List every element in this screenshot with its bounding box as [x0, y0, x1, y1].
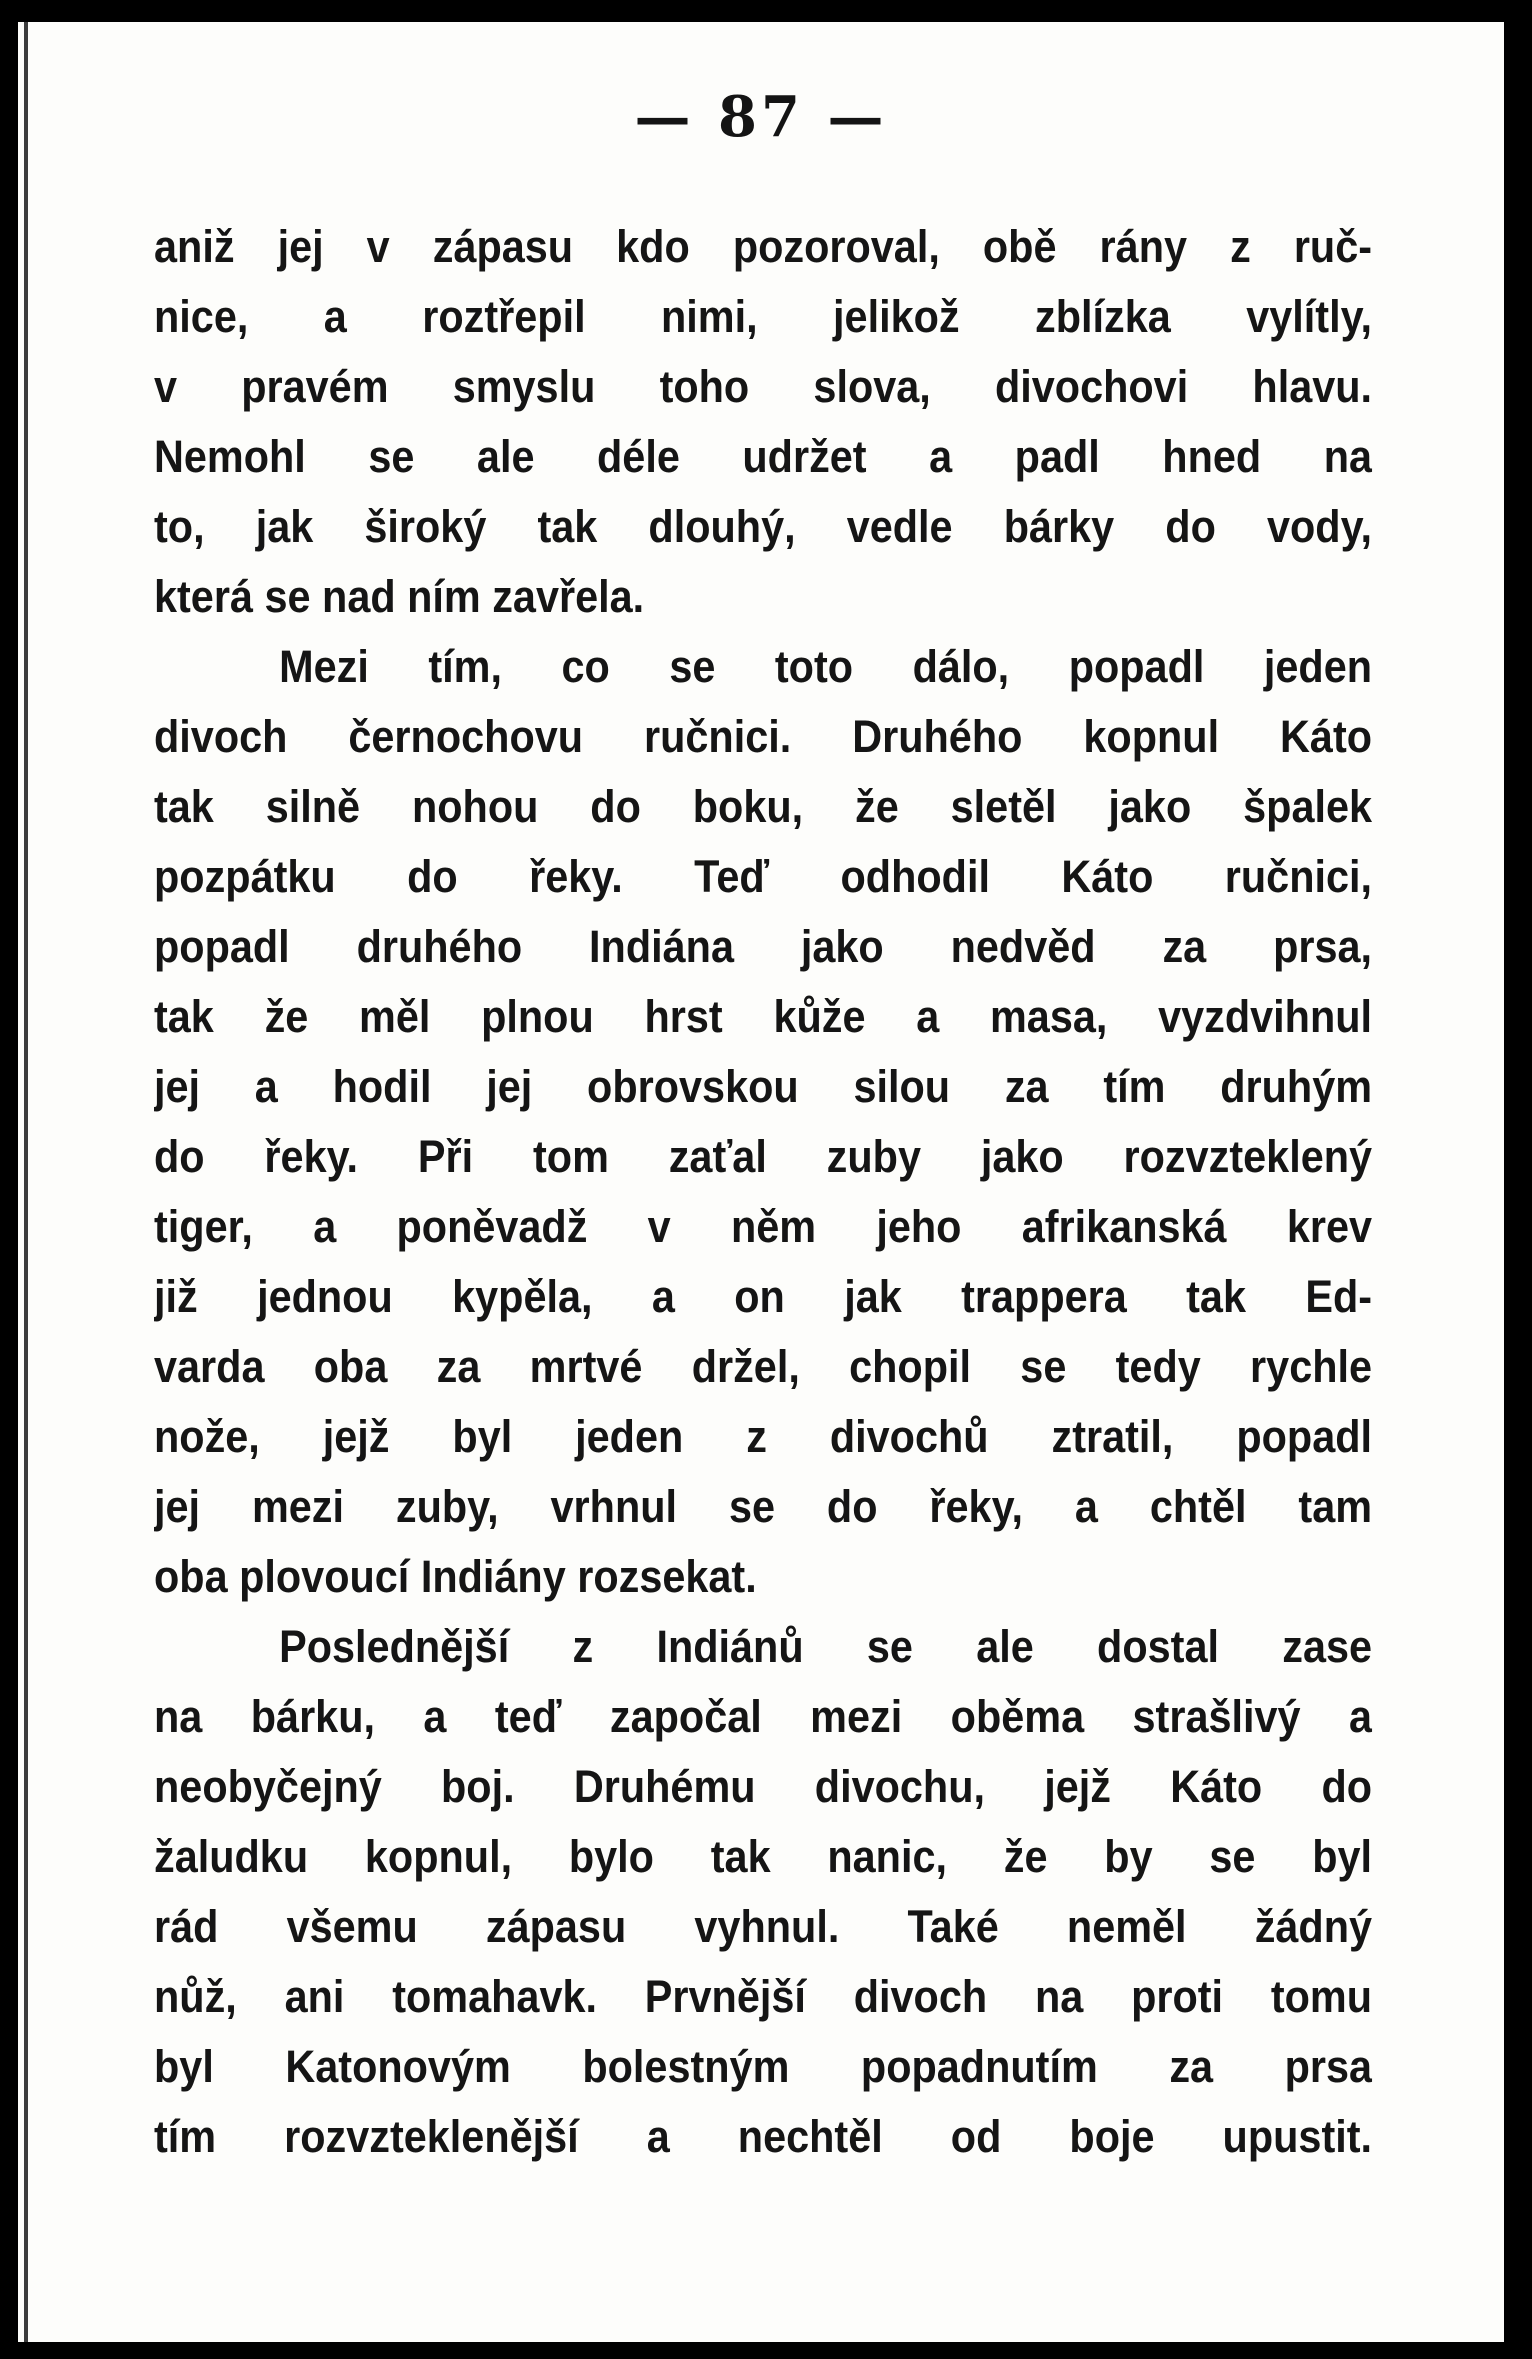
- text-line: jej mezi zuby, vrhnul se do řeky, a chtěl tam: [154, 1481, 1373, 1532]
- page-edge-line: [24, 22, 28, 2342]
- text-line: nože, jejž byl jeden z divochů ztratil, popadl: [154, 1411, 1373, 1462]
- text-line: nůž, ani tomahavk. Prvnější divoch na proti tomu: [154, 1971, 1373, 2022]
- text-line: do řeky. Při tom zaťal zuby jako rozvzteklený: [154, 1131, 1373, 1182]
- book-page: [18, 22, 1504, 2342]
- text-line: na bárku, a teď započal mezi oběma strašlivý a: [154, 1691, 1373, 1742]
- text-line: již jednou kypěla, a on jak trappera tak Ed-: [154, 1271, 1373, 1322]
- text-line: nice, a roztřepil nimi, jelikož zblízka vylítly,: [154, 291, 1373, 342]
- text-line: tak silně nohou do boku, že sletěl jako špalek: [154, 781, 1373, 832]
- text-line: to, jak široký tak dlouhý, vedle bárky do vody,: [154, 501, 1373, 552]
- text-line: pozpátku do řeky. Teď odhodil Káto ručnici,: [154, 851, 1373, 902]
- text-line: neobyčejný boj. Druhému divochu, jejž Káto do: [154, 1761, 1373, 1812]
- text-line: tiger, a poněvadž v něm jeho afrikanská krev: [154, 1201, 1373, 1252]
- text-line: tím rozvzteklenější a nechtěl od boje upustit.: [154, 2111, 1373, 2162]
- text-line: jej a hodil jej obrovskou silou za tím druhým: [154, 1061, 1373, 1112]
- page-number: — 87 —: [634, 84, 888, 150]
- text-line: Mezi tím, co se toto dálo, popadl jeden: [279, 641, 1373, 692]
- text-line: byl Katonovým bolestným popadnutím za prsa: [154, 2041, 1373, 2092]
- text-line: která se nad ním zavřela.: [154, 571, 645, 622]
- text-line: žaludku kopnul, bylo tak nanic, že by se byl: [154, 1831, 1373, 1882]
- text-line: popadl druhého Indiána jako nedvěd za prsa,: [154, 921, 1373, 972]
- text-line: rád všemu zápasu vyhnul. Také neměl žádný: [154, 1901, 1373, 1952]
- text-line: Poslednější z Indiánů se ale dostal zase: [279, 1621, 1373, 1672]
- text-line: divoch černochovu ručnici. Druhého kopnul Káto: [154, 711, 1373, 762]
- body-text: [154, 212, 1372, 2172]
- text-line: Nemohl se ale déle udržet a padl hned na: [154, 431, 1373, 482]
- text-line: oba plovoucí Indiány rozsekat.: [154, 1551, 757, 1602]
- text-line: tak že měl plnou hrst kůže a masa, vyzdvihnul: [154, 991, 1373, 1042]
- text-line: varda oba za mrtvé držel, chopil se tedy rychle: [154, 1341, 1373, 1392]
- text-line: aniž jej v zápasu kdo pozoroval, obě rány z ruč-: [154, 221, 1373, 272]
- text-line: v pravém smyslu toho slova, divochovi hlavu.: [154, 361, 1373, 412]
